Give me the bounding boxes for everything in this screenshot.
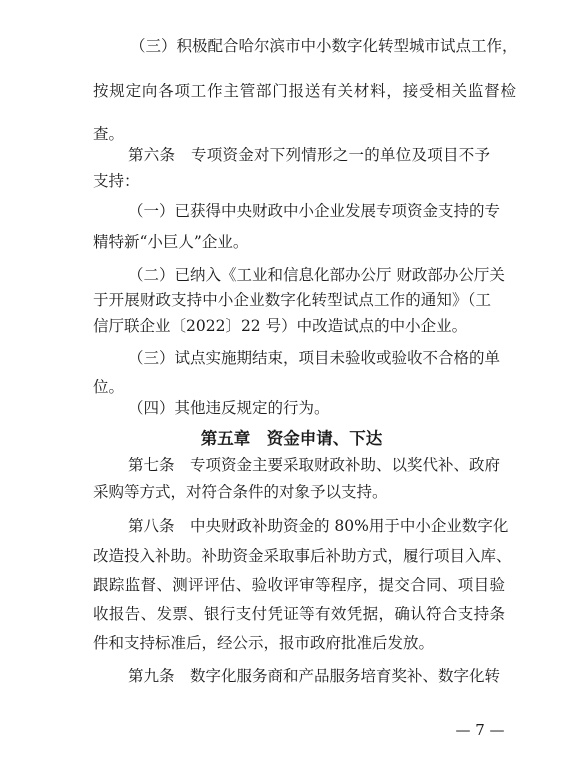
text-line-15: 采购等方式，对符合条件的对象予以支持。	[93, 483, 388, 501]
text-line-1: （三）积极配合哈尔滨市中小数字化转型城市试点工作，	[130, 37, 518, 55]
text-line-5: 支持：	[93, 172, 140, 190]
text-line-4: 第六条 专项资金对下列情形之一的单位及项目不予	[128, 146, 490, 164]
text-line-3: 查。	[93, 125, 125, 143]
text-line-9: 于开展财政支持中小企业数字化转型试点工作的通知》（工	[93, 291, 491, 309]
text-line-8: （二）已纳入《工业和信息化部办公厅 财政部办公厅关	[128, 266, 505, 284]
text-line-20: 件和支持标准后，经公示，报市政府批准后发放。	[93, 634, 435, 652]
text-line-11: （三）试点实施期结束，项目未验收或验收不合格的单	[128, 349, 501, 367]
text-line-6: （一）已获得中央财政中小企业发展专项资金支持的专	[128, 202, 501, 220]
text-line-13: （四）其他违反规定的行为。	[128, 399, 330, 417]
text-line-10: 信厅联企业〔2022〕22 号）中改造试点的中小企业。	[93, 317, 468, 335]
text-line-18: 跟踪监督、测评评估、验收评审等程序，提交合同、项目验	[93, 576, 505, 594]
text-line-16: 第八条 中央财政补助资金的 80%用于中小企业数字化	[128, 517, 509, 535]
text-line-7: 精特新“小巨人”企业。	[93, 233, 249, 251]
text-line-19: 收报告、发票、银行支付凭证等有效凭据，确认符合支持条	[93, 605, 505, 623]
chapter-heading: 第五章 资金申请、下达	[200, 429, 383, 448]
text-line-2: 按规定向各项工作主管部门报送有关材料，接受相关监督检	[93, 82, 516, 100]
page-number: — 7 —	[455, 721, 505, 739]
text-line-14: 第七条 专项资金主要采取财政补助、以奖代补、政府	[128, 456, 501, 474]
text-line-21: 第九条 数字化服务商和产品服务培育奖补、数字化转	[128, 667, 501, 685]
text-line-12: 位。	[93, 378, 125, 396]
text-line-17: 改造投入补助。补助资金采取事后补助方式，履行项目入库、	[93, 547, 512, 565]
